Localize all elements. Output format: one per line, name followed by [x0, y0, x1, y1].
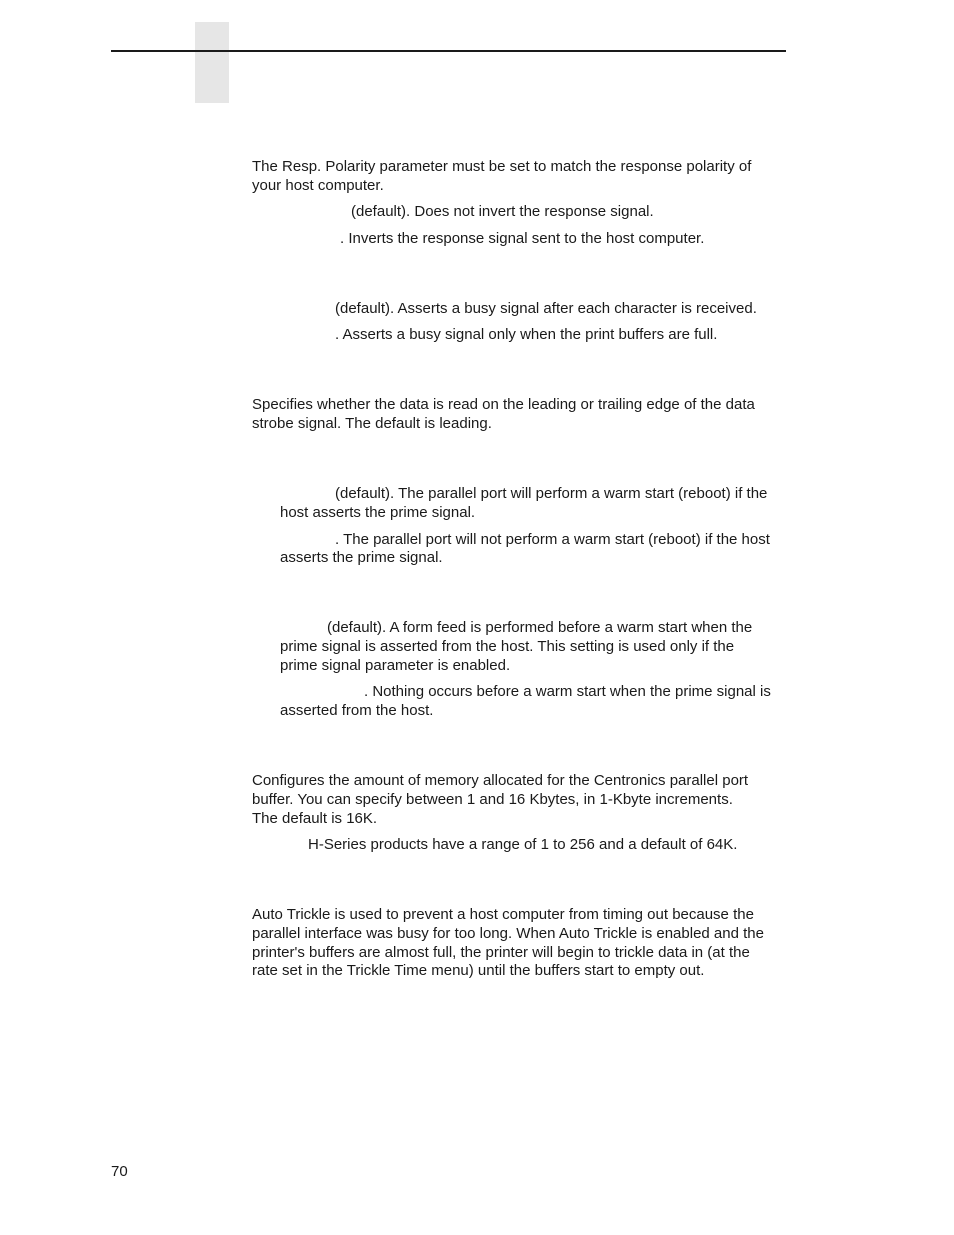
auto-trickle-line3: printer's buffers are almost full, the printer will begin to trickle data in (at the: [252, 944, 750, 961]
buffer-size-line2: buffer. You can specify between 1 and 16 Kbytes, in 1-Kbyte increments.: [252, 791, 733, 808]
auto-trickle-line4: rate set in the Trickle Time menu) until the buffers start to empty out.: [252, 962, 705, 979]
prime-disabled-line2: asserts the prime signal.: [280, 549, 443, 566]
resp-polarity-intro-line2: your host computer.: [252, 177, 384, 194]
prime-enabled-line2: host asserts the prime signal.: [280, 504, 476, 521]
prime-enabled-line1: (default). The parallel port will perform a warm start (reboot) if the: [335, 485, 768, 502]
chapter-tab: [195, 22, 229, 103]
busy-option-full: . Asserts a busy signal only when the print buffers are full.: [335, 326, 718, 343]
prime-disabled-line1: . The parallel port will not perform a warm start (reboot) if the host: [335, 531, 770, 548]
form-feed-none-line1: . Nothing occurs before a warm start when the prime signal is: [364, 683, 771, 700]
data-strobe-line1: Specifies whether the data is read on the leading or trailing edge of the data: [252, 396, 755, 413]
page-number: 70: [111, 1163, 128, 1180]
busy-option-default: (default). Asserts a busy signal after each character is received.: [335, 300, 757, 317]
data-strobe-line2: strobe signal. The default is leading.: [252, 415, 492, 432]
auto-trickle-line1: Auto Trickle is used to prevent a host computer from timing out because the: [252, 906, 754, 923]
buffer-size-line3: The default is 16K.: [252, 810, 378, 827]
form-feed-default-line2: prime signal is asserted from the host. This setting is used only if the: [280, 638, 735, 655]
buffer-size-note: H-Series products have a range of 1 to 256 and a default of 64K.: [308, 836, 738, 853]
buffer-size-line1: Configures the amount of memory allocated for the Centronics parallel port: [252, 772, 749, 789]
resp-polarity-intro-line1: The Resp. Polarity parameter must be set to match the response polarity of: [252, 158, 752, 175]
form-feed-default-line1: (default). A form feed is performed before a warm start when the: [327, 619, 753, 636]
form-feed-none-line2: asserted from the host.: [280, 702, 434, 719]
form-feed-default-line3: prime signal parameter is enabled.: [280, 657, 511, 674]
header-rule: [111, 50, 786, 52]
auto-trickle-line2: parallel interface was busy for too long. When Auto Trickle is enabled and the: [252, 925, 764, 942]
resp-polarity-option-invert: . Inverts the response signal sent to the host computer.: [340, 230, 705, 247]
resp-polarity-option-default: (default). Does not invert the response signal.: [351, 203, 654, 220]
